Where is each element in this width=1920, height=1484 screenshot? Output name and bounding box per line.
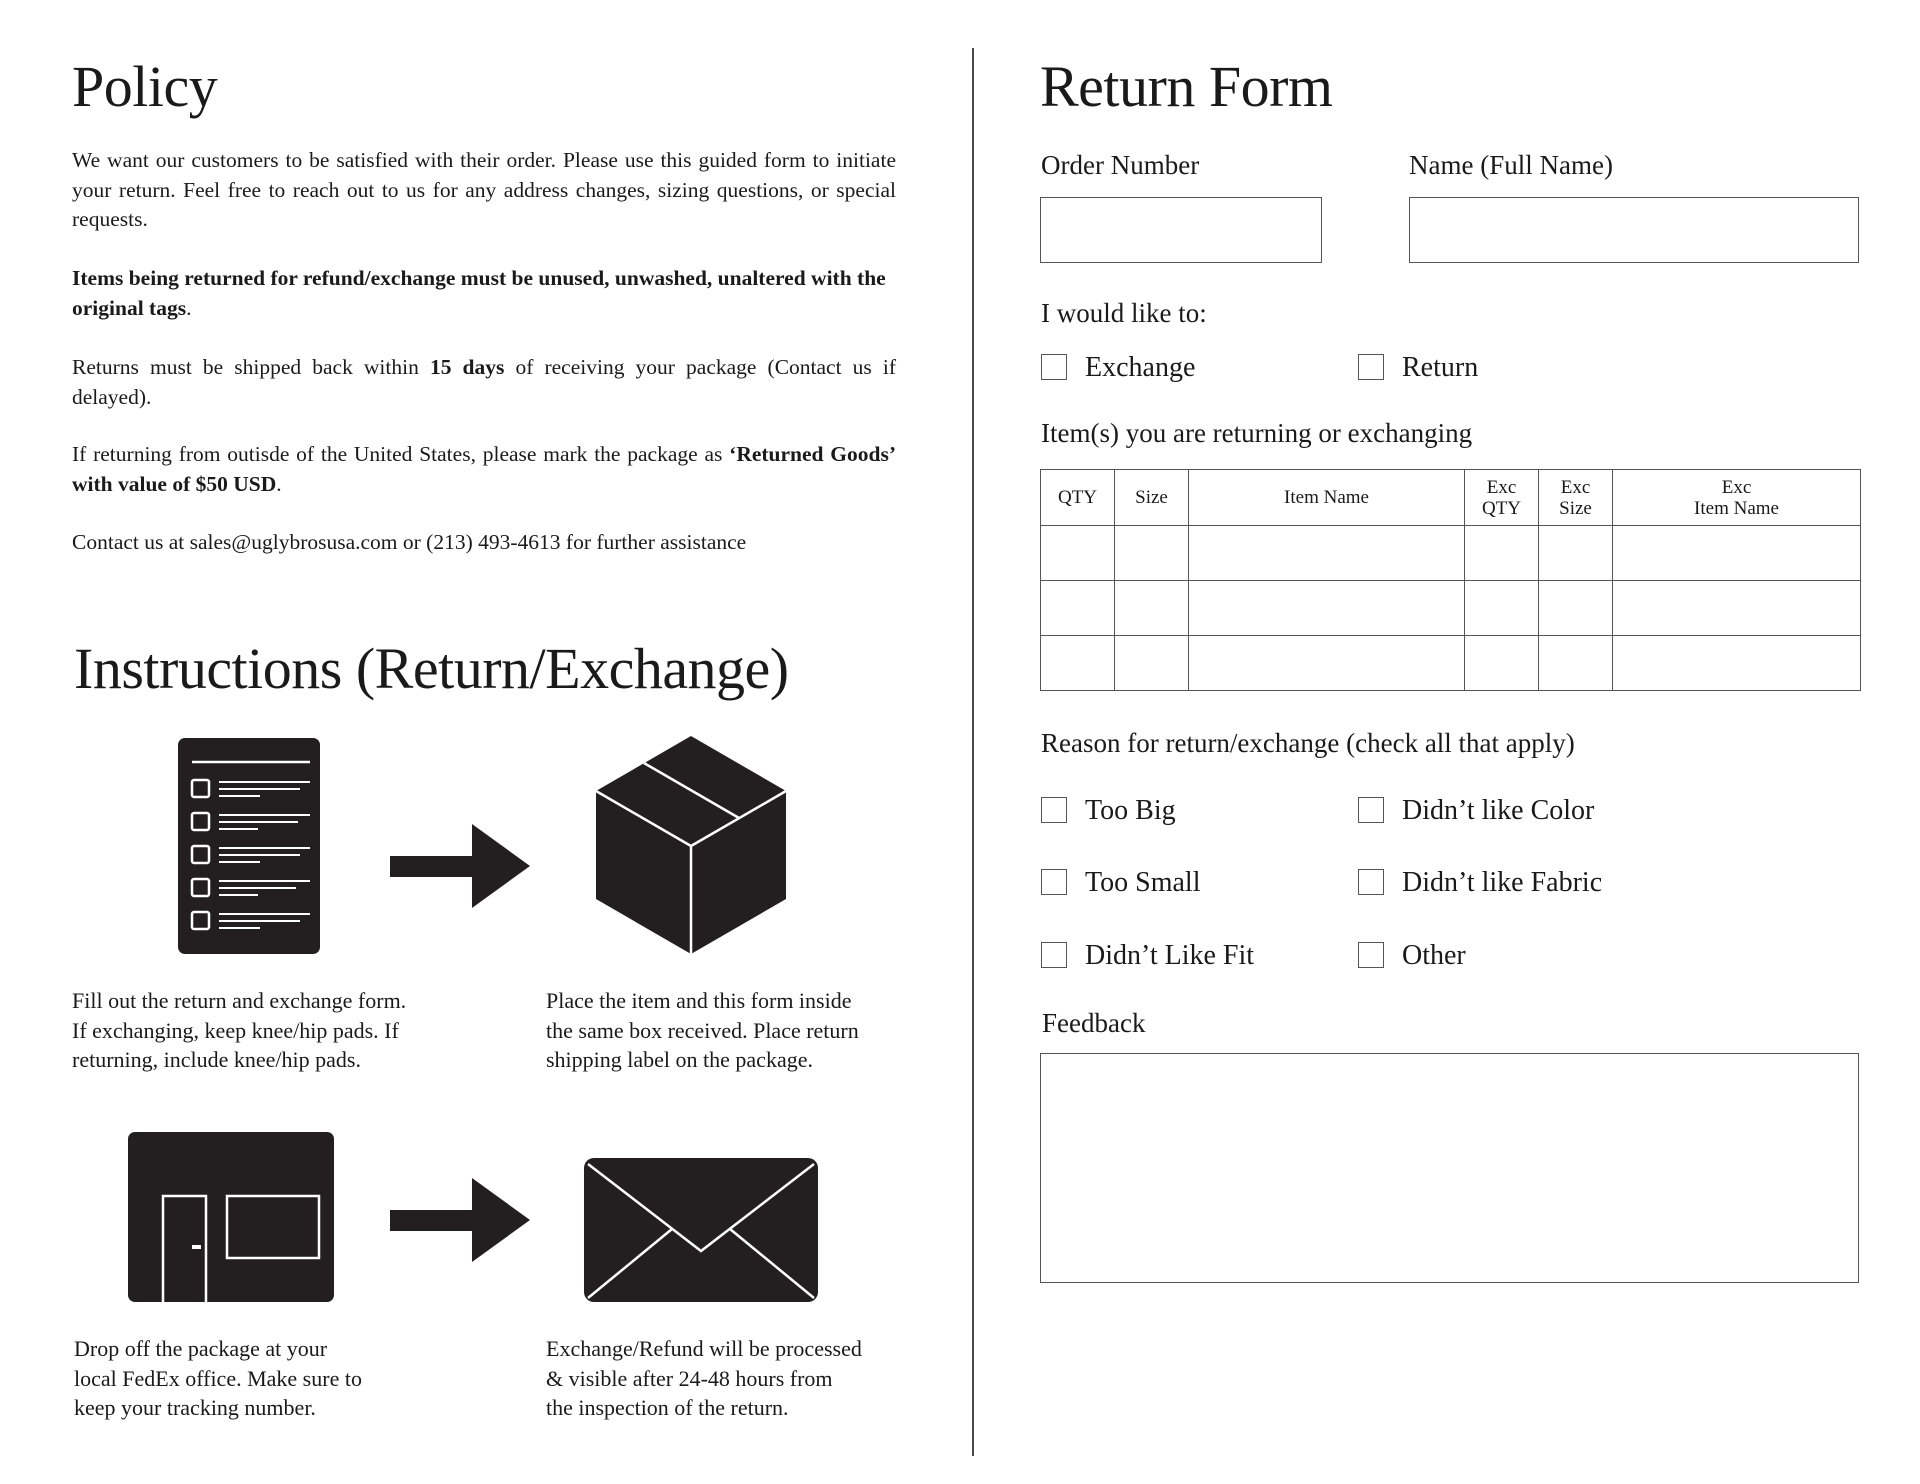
arrow-right-icon: [390, 1178, 530, 1262]
table-cell[interactable]: [1465, 636, 1539, 691]
step-1-caption: [72, 986, 512, 1075]
table-cell[interactable]: [1465, 581, 1539, 636]
policy-condition-bold: Items being returned for refund/exchange must be unused, unwashed, unaltered with the original tags: [72, 266, 886, 320]
step-3-line-1: Drop off the package at your: [74, 1336, 328, 1361]
exchange-checkbox[interactable]: [1041, 354, 1067, 380]
policy-deadline-text-b: of receiving your package (Contact us if delayed).: [72, 355, 897, 409]
header-exc-size: [1539, 470, 1613, 526]
header-item-name-line-1: Item Name: [1284, 487, 1369, 508]
feedback-textarea[interactable]: [1040, 1053, 1859, 1283]
other-checkbox[interactable]: [1358, 942, 1384, 968]
table-cell[interactable]: [1539, 526, 1613, 581]
didnt-like-fabric-label: Didn’t like Fabric: [1402, 867, 1603, 898]
table-cell[interactable]: [1539, 581, 1613, 636]
policy-paragraph-deadline: [72, 353, 896, 412]
step-4-line-2: & visible after 24-48 hours from: [546, 1365, 833, 1391]
full-name-label: Name (Full Name): [1409, 150, 1613, 180]
policy-international-text: If returning from outisde of the United States, please mark the package as: [72, 442, 730, 466]
would-like-label: I would like to:: [1041, 298, 1207, 328]
other-label: Other: [1402, 940, 1466, 971]
header-exc-item-name-line-1: Exc: [1721, 476, 1752, 498]
table-cell[interactable]: [1041, 581, 1115, 636]
policy-paragraph-intro: We want our customers to be satisfied with their order. Please use this guided form to initiate your return. Feel free to reach out to us for any address changes, sizing questions, or special requests.: [72, 148, 896, 231]
header-exc-qty-line-2: QTY: [1481, 497, 1522, 519]
policy-condition-tail: .: [186, 295, 192, 320]
header-size: [1115, 470, 1189, 526]
table-cell[interactable]: [1465, 526, 1539, 581]
items-label: Item(s) you are returning or exchanging: [1041, 418, 1473, 448]
step-4-line-1: Exchange/Refund will be processed: [546, 1336, 862, 1361]
table-cell[interactable]: [1115, 526, 1189, 581]
didnt-like-fabric-checkbox[interactable]: [1358, 869, 1384, 895]
full-name-field[interactable]: [1409, 197, 1859, 263]
box-icon: [596, 736, 786, 954]
policy-paragraph-international: [72, 440, 896, 499]
table-cell[interactable]: [1539, 636, 1613, 691]
step-2-line-3: shipping label on the package.: [546, 1047, 813, 1072]
order-number-label: Order Number: [1041, 150, 1200, 180]
table-cell[interactable]: [1189, 581, 1465, 636]
header-size-line-1: Size: [1135, 487, 1168, 508]
too-small-checkbox[interactable]: [1041, 869, 1067, 895]
step-2-line-2: the same box received. Place return: [546, 1017, 859, 1043]
didnt-like-color-checkbox[interactable]: [1358, 797, 1384, 823]
items-table: [1040, 469, 1861, 691]
step-3-line-3: keep your tracking number.: [74, 1395, 316, 1420]
feedback-label: Feedback: [1042, 1008, 1146, 1038]
return-option-label: Return: [1402, 352, 1479, 383]
didnt-like-fit-checkbox[interactable]: [1041, 942, 1067, 968]
table-cell[interactable]: [1115, 636, 1189, 691]
header-qty-line-1: QTY: [1057, 487, 1098, 508]
policy-paragraph-contact: Contact us at sales@uglybrosusa.com or (213) 493-4613 for further assistance: [72, 530, 747, 554]
instructions-title: Instructions (Return/Exchange): [74, 636, 789, 701]
step-1-line-1: Fill out the return and exchange form.: [72, 988, 407, 1013]
step-2-line-1: Place the item and this form inside: [546, 988, 852, 1013]
table-cell[interactable]: [1041, 636, 1115, 691]
table-cell[interactable]: [1613, 526, 1861, 581]
header-exc-qty-line-1: Exc: [1486, 476, 1517, 498]
policy-deadline-days: 15 days: [429, 355, 505, 379]
didnt-like-color-label: Didn’t like Color: [1402, 795, 1595, 826]
header-exc-item-name-line-2: Item Name: [1694, 497, 1779, 519]
envelope-icon: [584, 1158, 818, 1302]
step-1-line-2: If exchanging, keep knee/hip pads. If: [72, 1017, 399, 1043]
return-checkbox[interactable]: [1358, 354, 1384, 380]
step-4-line-3: the inspection of the return.: [546, 1395, 789, 1420]
table-cell[interactable]: [1189, 526, 1465, 581]
form-checklist-icon: [176, 738, 324, 954]
too-small-label: Too Small: [1085, 867, 1201, 898]
too-big-label: Too Big: [1085, 795, 1176, 826]
step-1-line-3: returning, include knee/hip pads.: [72, 1047, 361, 1072]
order-number-field[interactable]: [1040, 197, 1322, 263]
table-row: [1041, 526, 1861, 581]
header-exc-item-name: [1613, 470, 1861, 526]
table-row: [1041, 581, 1861, 636]
header-item-name: [1189, 470, 1465, 526]
table-cell[interactable]: [1041, 526, 1115, 581]
table-cell[interactable]: [1115, 581, 1189, 636]
table-cell[interactable]: [1613, 636, 1861, 691]
store-icon: [126, 1132, 336, 1302]
return-form-title: Return Form: [1040, 54, 1333, 119]
policy-title: Policy: [72, 54, 218, 119]
policy-international-bold: ‘Returned Goods’ with value of $50 USD: [72, 442, 896, 496]
header-exc-size-line-1: Exc: [1560, 476, 1591, 498]
arrow-right-icon: [390, 824, 530, 908]
too-big-checkbox[interactable]: [1041, 797, 1067, 823]
table-cell[interactable]: [1613, 581, 1861, 636]
header-exc-size-line-2: Size: [1559, 497, 1592, 519]
table-row: [1041, 636, 1861, 691]
exchange-option-label: Exchange: [1085, 352, 1196, 383]
table-cell[interactable]: [1189, 636, 1465, 691]
didnt-like-fit-label: Didn’t Like Fit: [1085, 940, 1255, 971]
page-divider: [972, 48, 974, 1456]
step-4-caption: [546, 1334, 916, 1423]
policy-international-tail: .: [276, 471, 282, 496]
policy-paragraph-condition: [72, 264, 896, 323]
policy-deadline-text-a: Returns must be shipped back within: [72, 355, 430, 379]
step-3-line-2: local FedEx office. Make sure to: [74, 1365, 362, 1391]
step-2-caption: [546, 986, 906, 1075]
step-3-caption: [74, 1334, 494, 1423]
items-table-header-row: [1041, 470, 1861, 526]
header-qty: [1041, 470, 1115, 526]
header-exc-qty: [1465, 470, 1539, 526]
reason-label: Reason for return/exchange (check all that apply): [1041, 728, 1575, 758]
